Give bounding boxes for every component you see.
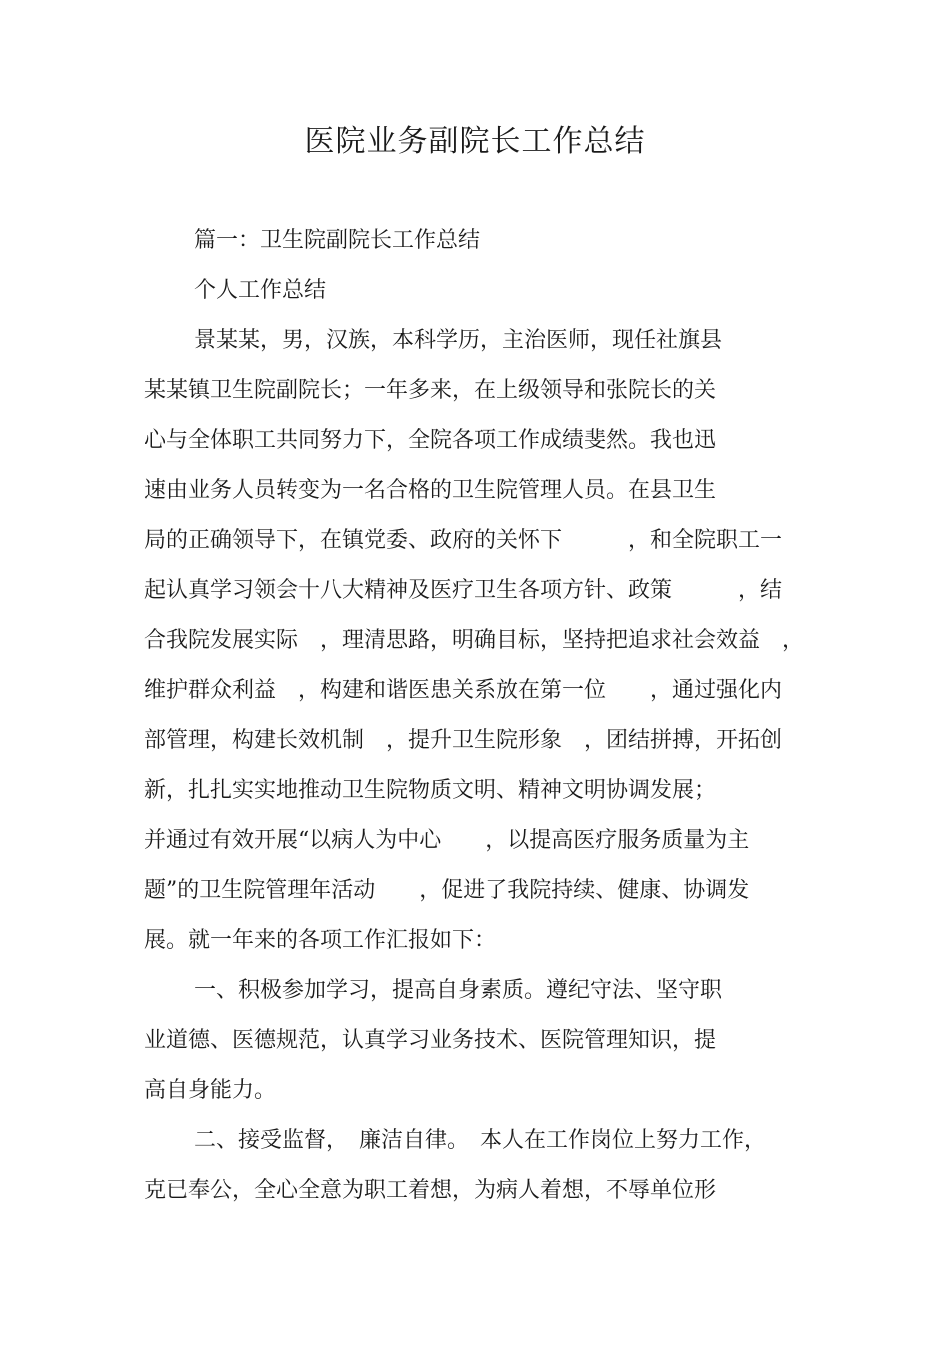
paragraph-line: 展。就一年来的各项工作汇报如下： <box>144 928 497 953</box>
paragraph-line: 合我院发展实际 ，理清思路，明确目标，坚持把追求社会效益 ， <box>144 628 805 653</box>
paragraph-line: 克已奉公，全心全意为职工着想，为病人着想，不辱单位形 <box>144 1178 717 1203</box>
paragraph-line: 新，扎扎实实地推动卫生院物质文明、精神文明协调发展； <box>144 778 717 803</box>
paragraph-line: 局的正确领导下，在镇党委、政府的关怀下 ，和全院职工一 <box>144 528 783 553</box>
paragraph-line: 部管理，构建长效机制 ，提升卫生院形象 ，团结拼搏，开拓创 <box>144 728 783 753</box>
paragraph-line: 景某某，男，汉族，本科学历，主治医师，现任社旗县 <box>194 328 723 353</box>
paragraph-line: 业道德、医德规范，认真学习业务技术、医院管理知识，提 <box>144 1028 717 1053</box>
paragraph-line: 某某镇卫生院副院长；一年多来，在上级领导和张院长的关 <box>144 378 717 403</box>
section-heading: 篇一：卫生院副院长工作总结 <box>194 228 481 253</box>
subheading: 个人工作总结 <box>194 278 327 303</box>
paragraph-line: 速由业务人员转变为一名合格的卫生院管理人员。在县卫生 <box>144 478 717 503</box>
paragraph-line: 高自身能力。 <box>144 1078 277 1103</box>
paragraph-line: 起认真学习领会十八大精神及医疗卫生各项方针、政策 ，结 <box>144 578 783 603</box>
paragraph-line: 一、积极参加学习，提高自身素质。遵纪守法、坚守职 <box>194 978 723 1003</box>
document-title: 医院业务副院长工作总结 <box>304 124 646 159</box>
paragraph-line: 题”的卫生院管理年活动 ，促进了我院持续、健康、协调发 <box>144 878 750 903</box>
paragraph-line: 并通过有效开展“以病人为中心 ，以提高医疗服务质量为主 <box>144 828 750 853</box>
paragraph-line: 心与全体职工共同努力下，全院各项工作成绩斐然。我也迅 <box>144 428 717 453</box>
paragraph-line: 二、接受监督， 廉洁自律。 本人在工作岗位上努力工作， <box>194 1128 767 1153</box>
paragraph-line: 维护群众利益 ，构建和谐医患关系放在第一位 ，通过强化内 <box>144 678 783 703</box>
